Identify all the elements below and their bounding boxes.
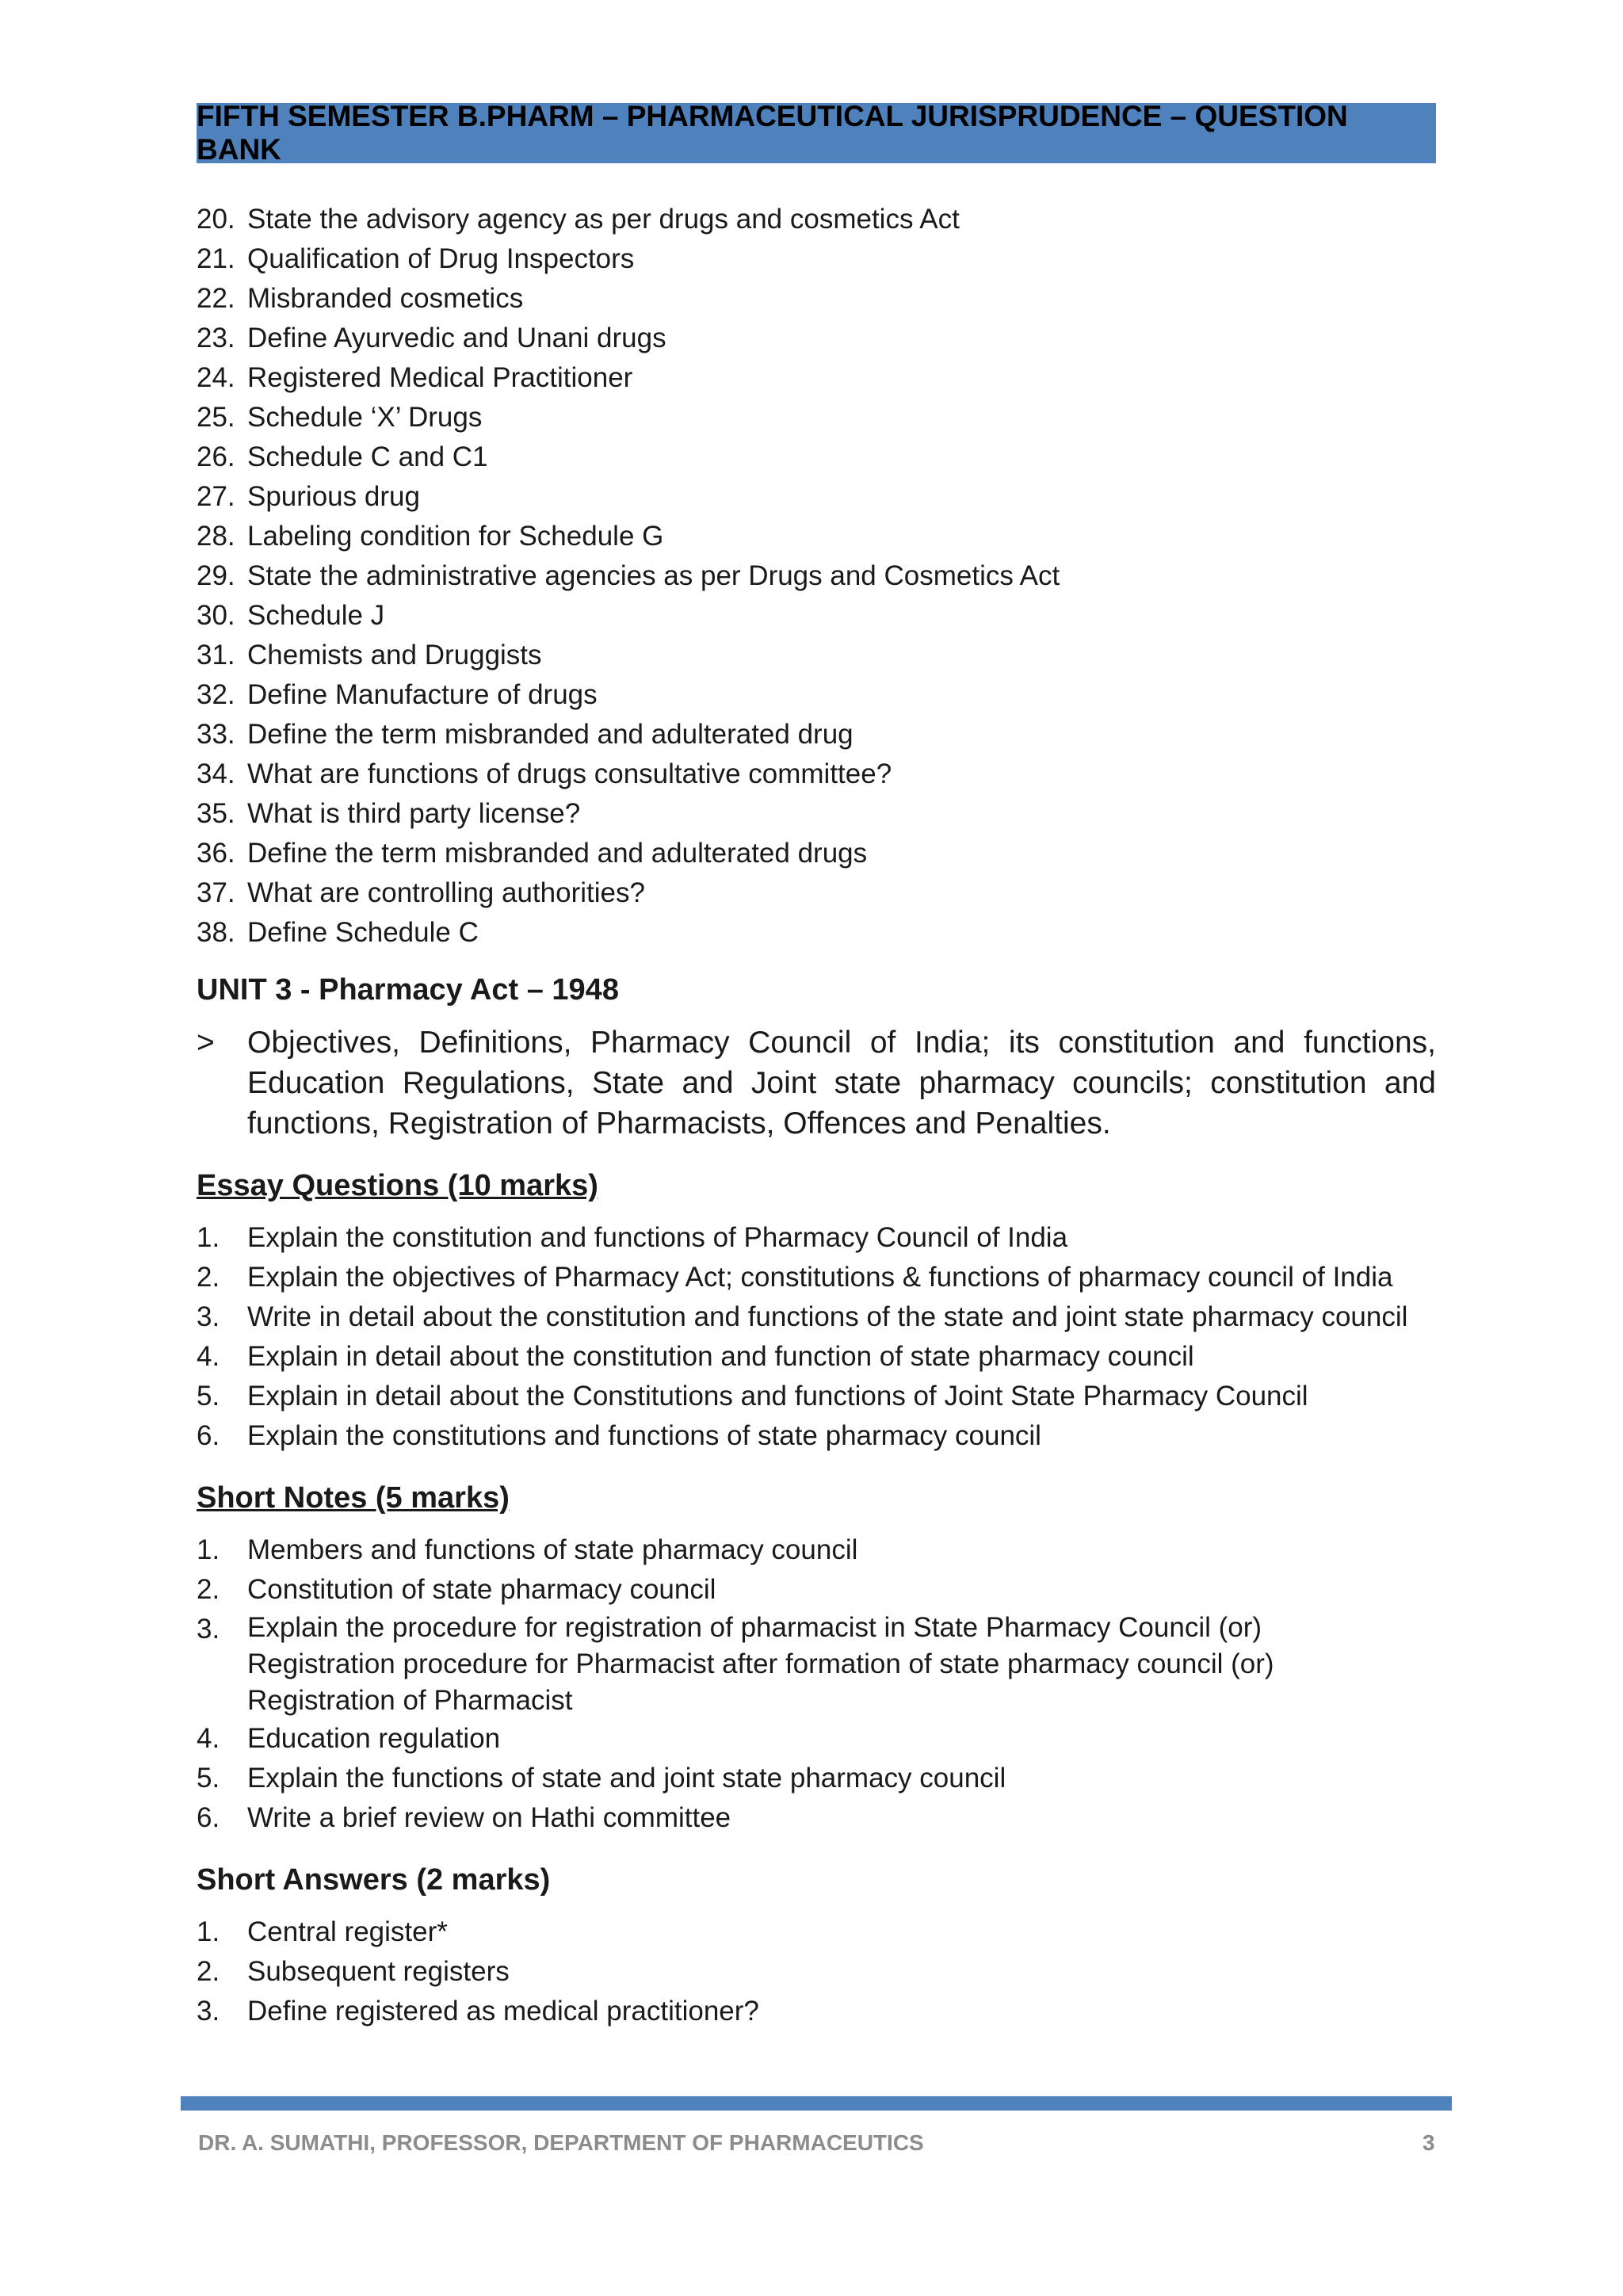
list-item: 27. Spurious drug bbox=[197, 481, 420, 512]
list-item: 1. Central register* bbox=[197, 1916, 448, 1947]
list-item: 4. Education regulation bbox=[197, 1723, 501, 1754]
list-item: 21. Qualification of Drug Inspectors bbox=[197, 243, 635, 274]
header-title: FIFTH SEMESTER B.PHARM – PHARMACEUTICAL JURISPRUDENCE – QUESTION BANK bbox=[197, 100, 1348, 166]
short-answers-list bbox=[197, 1912, 1436, 2031]
list-item: 6. Write a brief review on Hathi committee bbox=[197, 1802, 731, 1833]
list-item: 2. Subsequent registers bbox=[197, 1956, 510, 1987]
list-item: 36. Define the term misbranded and adulterated drugs bbox=[197, 838, 868, 869]
list-item: 5. Explain the functions of state and joint state pharmacy council bbox=[197, 1763, 1006, 1794]
footer-divider bbox=[181, 2096, 1452, 2111]
list-item: 38. Define Schedule C bbox=[197, 917, 479, 948]
list-item: 25. Schedule ‘X’ Drugs bbox=[197, 402, 483, 433]
unit3-syllabus bbox=[197, 1022, 1436, 1144]
list-item: 1. Members and functions of state pharmacy council bbox=[197, 1534, 858, 1565]
footer-author: DR. A. SUMATHI, PROFESSOR, DEPARTMENT OF PHARMACEUTICS bbox=[198, 2130, 924, 2155]
list-item: 5. Explain in detail about the Constitutions and functions of Joint State Pharmacy Council bbox=[197, 1381, 1308, 1412]
list-item: 30. Schedule J bbox=[197, 600, 385, 631]
list-item: 6. Explain the constitutions and functions of state pharmacy council bbox=[197, 1420, 1041, 1451]
list-item: 31. Chemists and Druggists bbox=[197, 640, 542, 670]
short-notes-heading: Short Notes (5 marks) bbox=[197, 1481, 510, 1515]
list-item: 1. Explain the constitution and functions of Pharmacy Council of India bbox=[197, 1222, 1068, 1253]
page-number: 3 bbox=[1423, 2130, 1435, 2155]
list-item: 37. What are controlling authorities? bbox=[197, 877, 645, 908]
list-item: 34. What are functions of drugs consultative committee? bbox=[197, 758, 892, 789]
list-item: 24. Registered Medical Practitioner bbox=[197, 362, 633, 393]
short-notes-list bbox=[197, 1530, 1436, 1838]
list-item: 28. Labeling condition for Schedule G bbox=[197, 521, 664, 552]
unit3-title: UNIT 3 - Pharmacy Act – 1948 bbox=[197, 973, 619, 1007]
list-item: 35. What is third party license? bbox=[197, 798, 581, 829]
unit2-question-list bbox=[197, 200, 1436, 953]
list-item: 3. Define registered as medical practitioner? bbox=[197, 1996, 759, 2027]
page-header bbox=[197, 100, 1436, 166]
chevron-right-icon: > bbox=[197, 1026, 215, 1060]
list-item: 20. State the advisory agency as per drugs and cosmetics Act bbox=[197, 204, 960, 235]
essay-questions-heading: Essay Questions (10 marks) bbox=[197, 1169, 598, 1202]
list-item: 23. Define Ayurvedic and Unani drugs bbox=[197, 323, 666, 353]
essay-question-list bbox=[197, 1218, 1436, 1456]
list-item: 3. Explain the procedure for registration of pharmacist in State Pharmacy Council (or) Registration procedure for Pharmacist after formation of state pharmacy council (or) Registration of Pharmacist bbox=[197, 1612, 1274, 1716]
list-item: 2. Constitution of state pharmacy council bbox=[197, 1574, 716, 1605]
syllabus-text: Objectives, Definitions, Pharmacy Council of India; its constitution and functions, Education Regulations, State and Joint state pharmacy councils; constitution and functions, Registration of Pharmacists, Offences and Penalties. bbox=[247, 1026, 1436, 1140]
list-item: 29. State the administrative agencies as per Drugs and Cosmetics Act bbox=[197, 560, 1060, 591]
short-answers-heading: Short Answers (2 marks) bbox=[197, 1863, 551, 1897]
list-item: 4. Explain in detail about the constitution and function of state pharmacy council bbox=[197, 1341, 1194, 1372]
list-item: 2. Explain the objectives of Pharmacy Act; constitutions & functions of pharmacy council of India bbox=[197, 1262, 1393, 1293]
list-item: 22. Misbranded cosmetics bbox=[197, 283, 524, 314]
list-item: 33. Define the term misbranded and adulterated drug bbox=[197, 719, 854, 750]
list-item: 32. Define Manufacture of drugs bbox=[197, 679, 598, 710]
list-item: 26. Schedule C and C1 bbox=[197, 441, 488, 472]
list-item: 3. Write in detail about the constitution and functions of the state and joint state pharmacy council bbox=[197, 1301, 1408, 1332]
page-content bbox=[197, 200, 1436, 2031]
